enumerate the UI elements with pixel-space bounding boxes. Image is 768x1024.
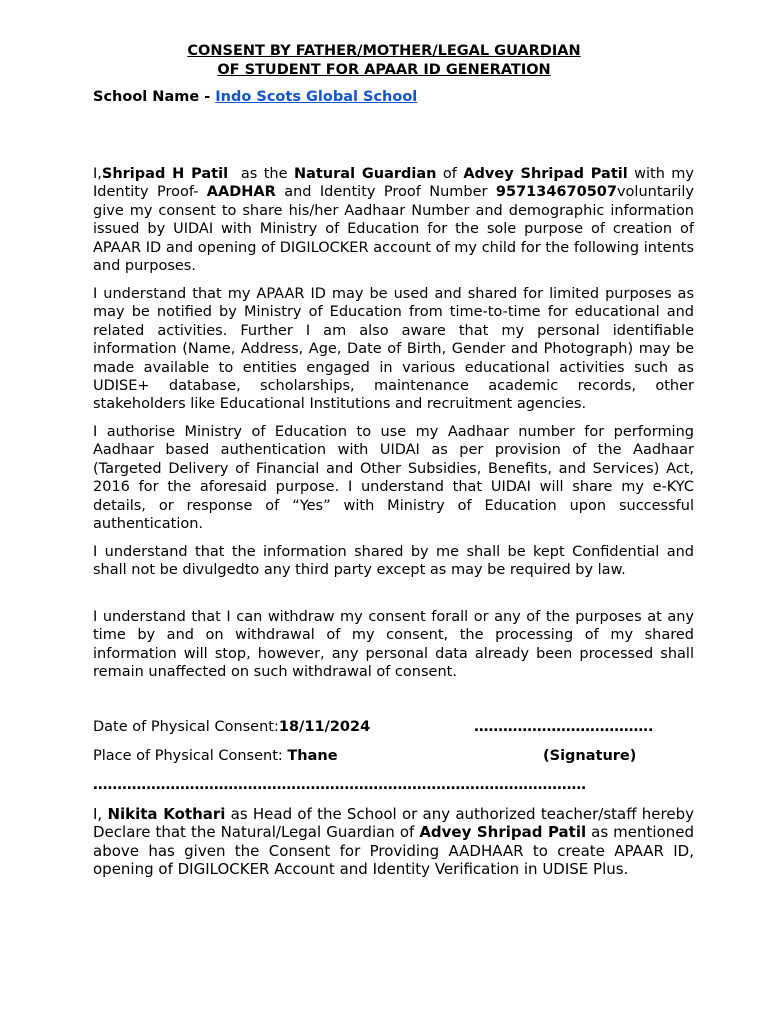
guardian-name: Shripad H Patil [101,166,229,182]
separator-dots: ………………………………………………………………………………………… [93,777,586,793]
head-of-school-name: Nikita Kothari [107,805,226,823]
p1-as-the: as the [228,166,294,182]
student-name: Advey Shripad Patil [463,166,628,182]
place-label: Place of Physical Consent: [93,748,288,764]
school-name-label: School Name - [93,89,216,105]
school-name-row [93,89,417,105]
title-line-2: OF STUDENT FOR APAAR ID GENERATION [217,62,551,78]
consent-paragraph-3: I authorise Ministry of Education to use my Aadhaar number for performing Aadhaar based authentication with UIDAI as per provision of the Aadhaar (Targeted Delivery of Financial and Other Subsidies, Benefits, and Services) Act, 2016 for the aforesaid purpose. I understand that UIDAI will share my e-KYC details, or response of “Yes” with Ministry of Education upon successful authentication. [93,424,694,533]
p1-of: of [436,166,464,182]
date-of-consent-row [93,719,370,735]
signature-dots: ………………………………. [474,719,654,735]
declaration-paragraph [93,805,694,879]
date-value: 18/11/2024 [278,719,371,735]
guardian-type: Natural Guardian [293,166,437,182]
declaration-student-name: Advey Shripad Patil [419,823,587,842]
p1-with: with my Identity Proof- [93,166,694,201]
form-title [0,42,768,80]
date-label: Date of Physical Consent: [93,719,279,735]
p1-rest: voluntarily give my consent to share his/her Aadhaar Number and demographic information issued by UIDAI with Ministry of Education for the sole purpose of creation of APAAR ID and opening of DIGILOCKER account of my child for the following intents and purposes. [93,184,694,275]
consent-paragraph-1 [93,165,694,275]
consent-paragraph-2: I understand that my APAAR ID may be used and shared for limited purposes as may be notified by Ministry of Education from time-to-time for educational and related activities. Further I am also aware that my personal identifiable information (Name, Address, Age, Date of Birth, Gender and Photograph) may be made available to entities engaged in various educational activities such as UDISE+ database, scholarships, maintenance academic records, other stakeholders like Educational Institutions and recruitment agencies. [93,286,694,413]
school-name-link[interactable]: Indo Scots Global School [215,89,418,105]
title-line-1: CONSENT BY FATHER/MOTHER/LEGAL GUARDIAN [187,43,581,59]
declaration-rest: as mentioned above has given the Consent for Providing AADHAAR to create APAAR ID, opening of DIGILOCKER Account and Identity Verification in UDISE Plus. [93,823,695,879]
signature-label: (Signature) [543,748,637,764]
place-of-consent-row [93,748,338,764]
p1-and: and Identity Proof Number [275,184,496,201]
declaration-mid: as Head of the School or any authorized teacher/staff hereby Declare that the Natural/Legal Guardian of [93,805,694,842]
place-value: Thane [287,748,338,764]
declaration-prefix: I, [93,805,108,823]
p1-prefix: I, [93,166,102,182]
id-proof-type: AADHAR [206,184,276,201]
id-proof-number: 957134670507 [495,184,617,201]
consent-paragraph-5: I understand that I can withdraw my consent forall or any of the purposes at any time by and on withdrawal of my consent, the processing of my shared information will stop, however, any personal data already been processed shall remain unaffected on such withdrawal of consent. [93,609,694,681]
consent-paragraph-4: I understand that the information shared by me shall be kept Confidential and shall not be divulgedto any third party except as may be required by law. [93,544,694,579]
